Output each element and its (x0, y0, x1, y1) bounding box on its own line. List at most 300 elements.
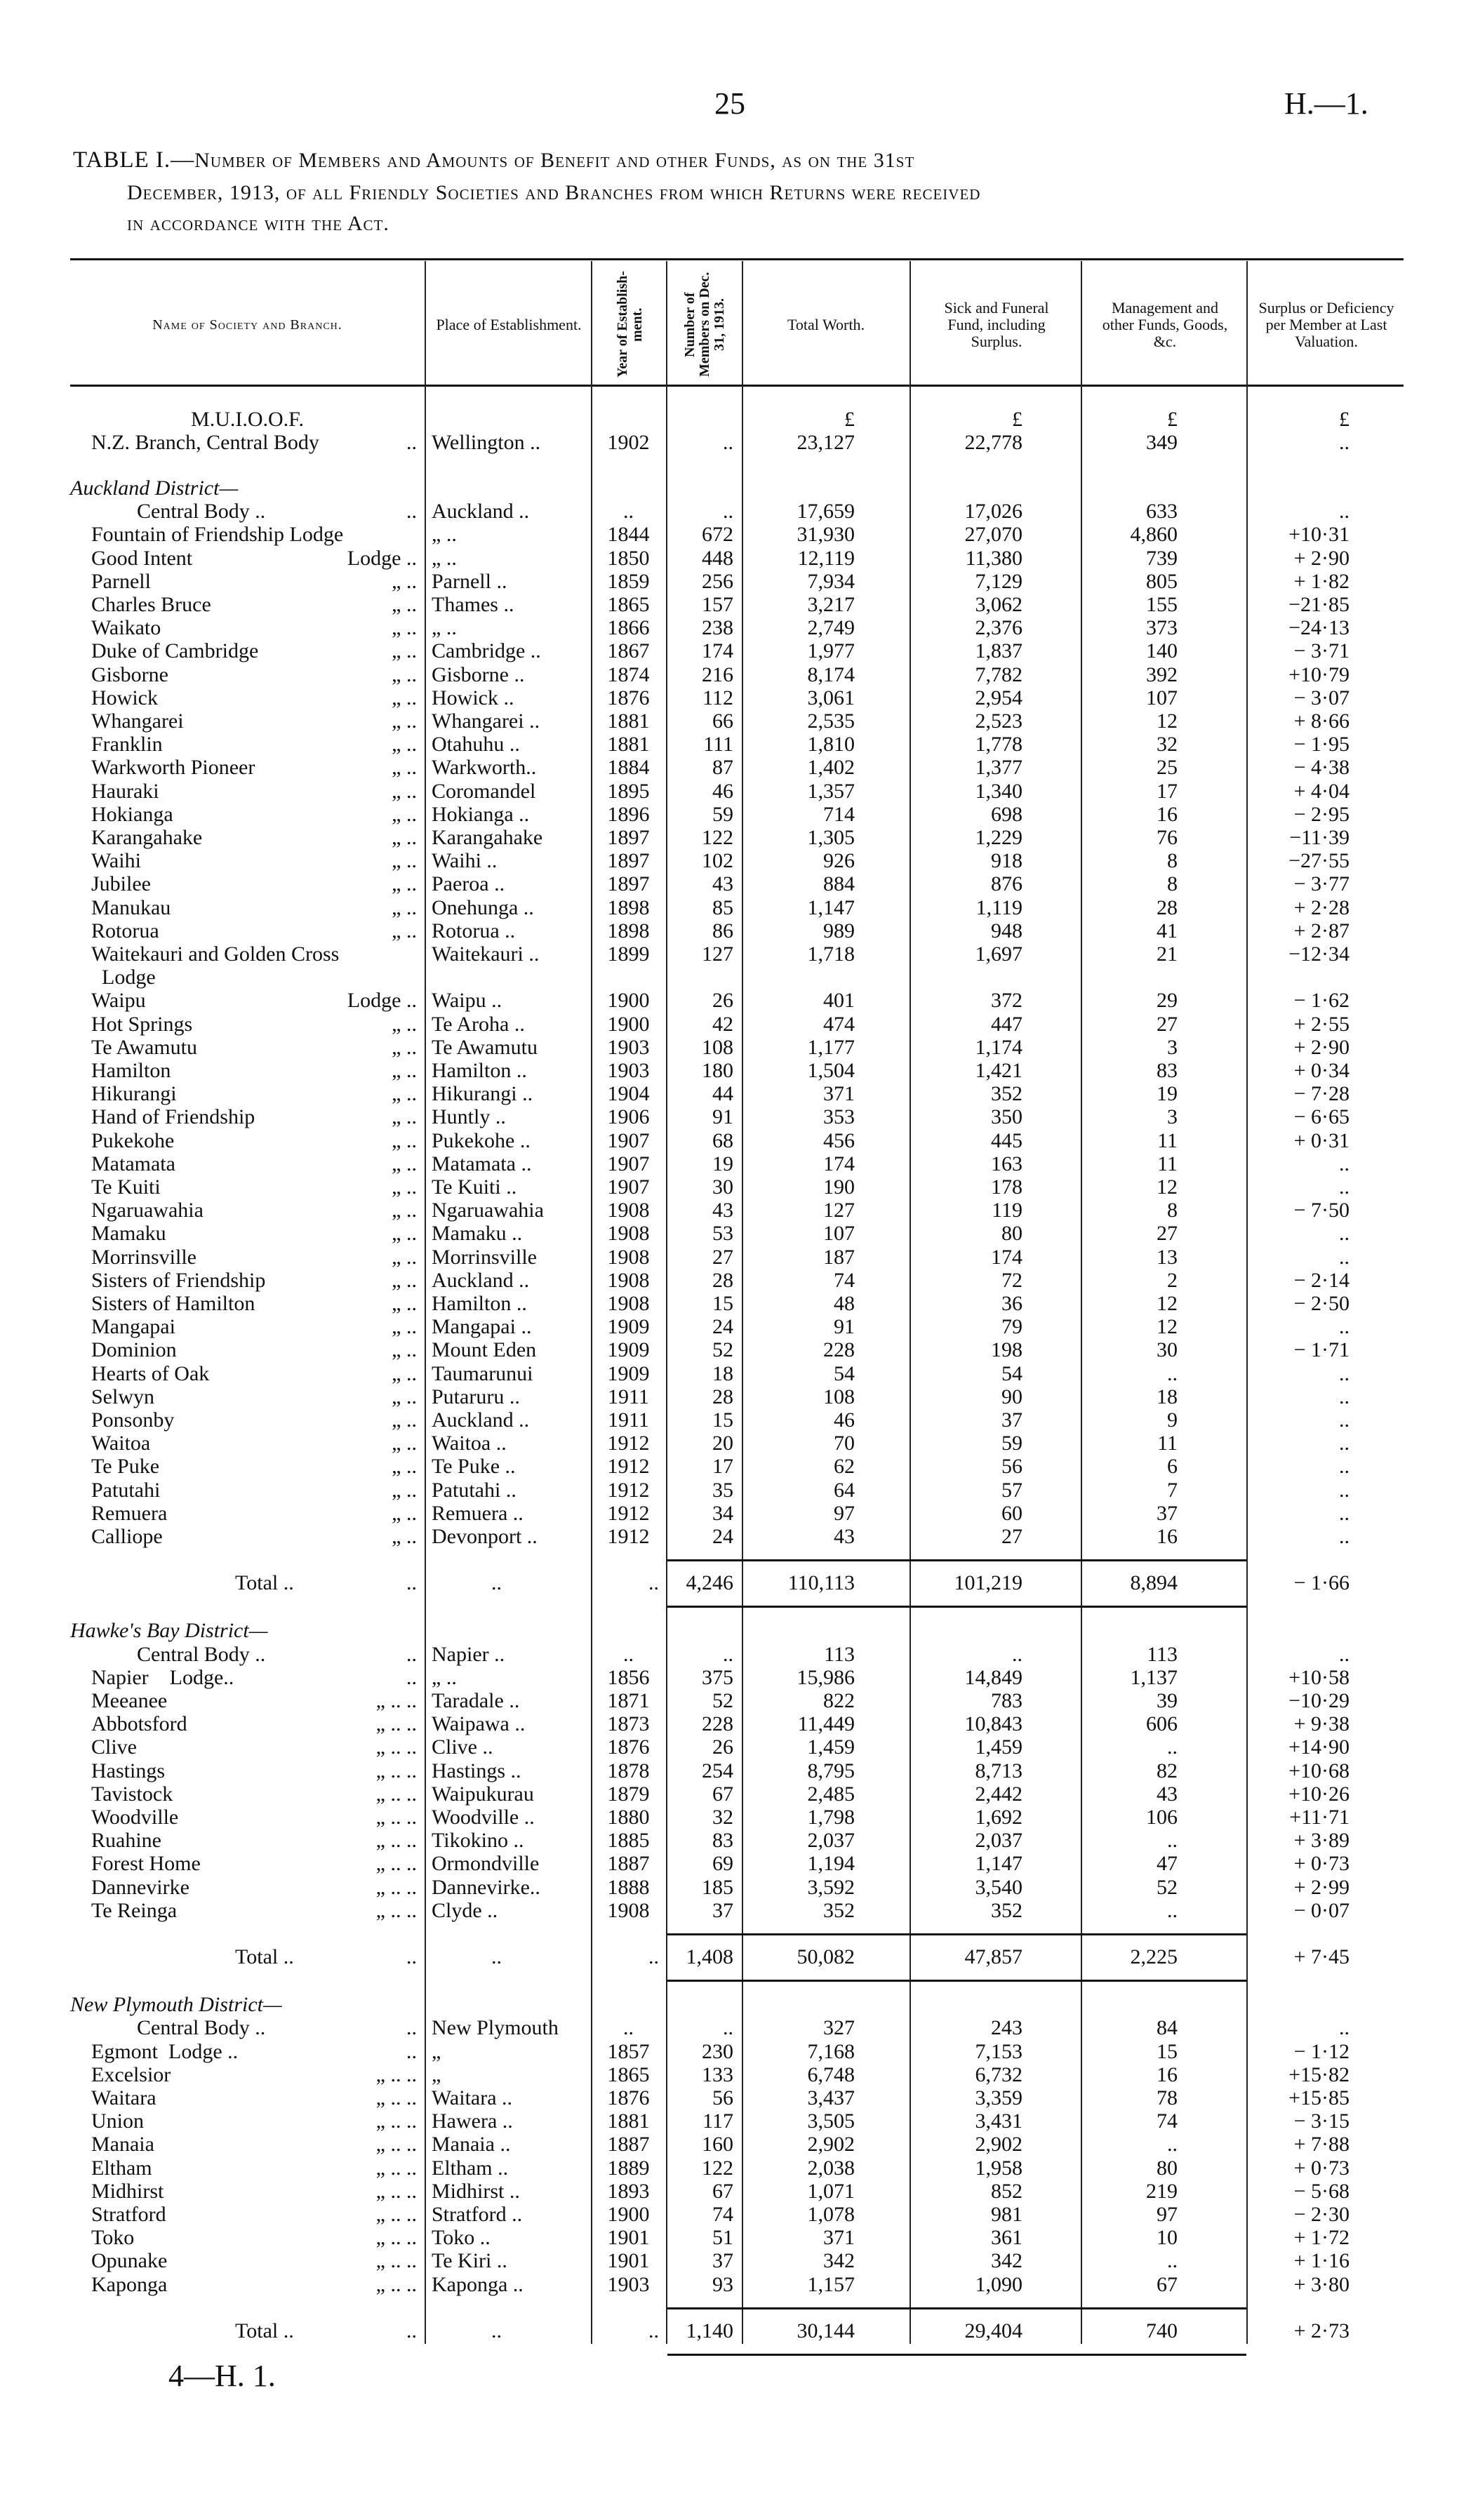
place-cell: Auckland .. (432, 1268, 530, 1292)
total-worth-cell: 342 (823, 2249, 855, 2273)
name-cell: Egmont Lodge .. (91, 2039, 239, 2063)
table-row (0, 593, 1459, 616)
column-header-surplus-text: Surplus or Deficiency per Member at Last Valuation. (1258, 298, 1394, 350)
management-funds-cell: 3 (1167, 1105, 1178, 1129)
surplus-cell: .. (1339, 1501, 1350, 1525)
management-funds-cell: 606 (1146, 1712, 1178, 1736)
total-worth-cell: 91 (834, 1315, 855, 1339)
sick-fund-cell: 1,090 (975, 2272, 1022, 2296)
table-row (0, 500, 1459, 523)
members-cell: 43 (712, 1199, 733, 1222)
name-cell: Clive (91, 1735, 137, 1759)
place-cell: Manaia .. (432, 2133, 511, 2156)
management-funds-cell: 82 (1157, 1759, 1178, 1782)
year-cell: 1912 (607, 1432, 650, 1455)
sick-fund-cell: 1,958 (975, 2156, 1022, 2180)
table-row (0, 1782, 1459, 1806)
members-cell: 69 (712, 1852, 733, 1876)
table-row (0, 1806, 1459, 1829)
table-row (0, 1246, 1459, 1269)
surplus-cell: .. (1339, 1245, 1350, 1269)
total-rule-bottom (667, 1606, 1246, 1608)
society-heading-row (0, 408, 1459, 431)
sick-fund-cell: 2,376 (975, 616, 1022, 640)
table-row (0, 756, 1459, 779)
place-cell: Rotorua .. (432, 919, 516, 942)
sick-fund-cell: 7,782 (975, 662, 1022, 686)
name-cell: Hikurangi (91, 1082, 177, 1106)
members-cell: 32 (712, 1806, 733, 1829)
name-suffix-cell: „ .. (392, 895, 417, 919)
name-cell: Total .. (235, 2319, 294, 2342)
surplus-cell: +11·71 (1289, 1806, 1350, 1829)
district-heading-row (0, 1619, 1459, 1642)
name-cell: Waihi (91, 849, 141, 873)
place-cell: Parnell .. (432, 569, 507, 593)
name-suffix-cell: Lodge .. (347, 989, 417, 1013)
table-title-line-3: in accordance with the Act. (127, 212, 389, 235)
sick-fund-cell: 17,026 (964, 500, 1022, 524)
sick-fund-cell: 36 (1001, 1292, 1022, 1315)
name-cell: Tavistock (91, 1782, 173, 1806)
total-worth-cell: 1,357 (807, 779, 855, 803)
year-cell: 1844 (607, 523, 650, 547)
sick-fund-cell: 22,778 (964, 431, 1022, 454)
year-cell: 1889 (607, 2156, 650, 2180)
members-cell: 59 (712, 802, 733, 826)
members-cell: 133 (702, 2062, 733, 2086)
name-suffix-cell: „ .. (392, 1478, 417, 1502)
place-cell: Napier .. (432, 1642, 505, 1666)
sick-fund-cell: 981 (991, 2203, 1022, 2226)
members-cell: 26 (712, 989, 733, 1013)
management-funds-cell: 16 (1157, 802, 1178, 826)
surplus-cell: .. (1339, 1222, 1350, 1246)
year-cell: 1876 (607, 1735, 650, 1759)
year-cell: 1879 (607, 1782, 650, 1806)
total-worth-cell: 1,305 (807, 826, 855, 849)
members-cell: 42 (712, 1012, 733, 1036)
sick-fund-cell: 447 (991, 1012, 1022, 1036)
total-worth-cell: 110,113 (787, 1571, 855, 1595)
name-cell: Central Body .. (137, 2016, 266, 2040)
place-cell: Remuera .. (432, 1501, 524, 1525)
column-header-members-text: Number of Members on Dec. 31, 1913. (681, 272, 727, 378)
members-cell: 672 (702, 523, 733, 547)
surplus-cell: + 2·28 (1293, 895, 1350, 919)
name-cell: Te Kuiti (91, 1175, 161, 1199)
sick-fund-cell: 1,692 (975, 1806, 1022, 1829)
place-cell: Otahuhu .. (432, 733, 520, 756)
surplus-cell: − 6·65 (1293, 1105, 1350, 1129)
surplus-cell: + 2·90 (1293, 546, 1350, 570)
members-cell: 83 (712, 1829, 733, 1853)
sick-fund-cell: 101,219 (954, 1571, 1022, 1595)
management-funds-cell: 47 (1157, 1852, 1178, 1876)
members-cell: .. (723, 500, 733, 524)
name-cell: Manukau (91, 895, 171, 919)
management-funds-cell: 4,860 (1130, 523, 1178, 547)
name-suffix-cell: „ .. .. (375, 2226, 417, 2250)
place-cell: Mangapai .. (432, 1315, 532, 1339)
sick-fund-cell: 72 (1001, 1268, 1022, 1292)
place-cell: Devonport .. (432, 1525, 538, 1548)
management-funds-cell: 76 (1157, 826, 1178, 849)
sick-fund-cell: 2,037 (975, 1829, 1022, 1853)
surplus-cell: − 1·62 (1293, 989, 1350, 1013)
place-cell: Hamilton .. (432, 1059, 527, 1082)
place-cell: Onehunga .. (432, 895, 534, 919)
total-worth-cell: 989 (823, 919, 855, 942)
total-worth-cell: 884 (823, 872, 855, 896)
management-funds-cell: 41 (1157, 919, 1178, 942)
year-cell: 1859 (607, 569, 650, 593)
table-row (0, 1876, 1459, 1899)
district-heading: New Plymouth District— (70, 1993, 282, 2017)
year-cell: 1874 (607, 662, 650, 686)
total-worth-cell: 3,592 (807, 1875, 855, 1899)
total-worth-cell: 7,168 (807, 2039, 855, 2063)
document-reference: H.—1. (1284, 86, 1368, 121)
page-number: 25 (714, 86, 745, 121)
members-cell: 67 (712, 1782, 733, 1806)
name-suffix-cell: „ .. (392, 1455, 417, 1479)
table-row (0, 1013, 1459, 1036)
surplus-cell: − 1·66 (1293, 1571, 1350, 1595)
place-cell: Thames .. (432, 593, 514, 616)
name-cell: Total .. (235, 1571, 294, 1595)
sick-fund-cell: 3,062 (975, 593, 1022, 616)
management-funds-cell: 52 (1157, 1875, 1178, 1899)
place-cell: Taumarunui (432, 1361, 533, 1385)
surplus-cell: −24·13 (1288, 616, 1350, 640)
management-funds-cell: 15 (1157, 2039, 1178, 2063)
members-cell: 1,408 (686, 1945, 733, 1969)
name-suffix-cell: „ .. (392, 1245, 417, 1269)
total-worth-cell: 187 (823, 1245, 855, 1269)
management-funds-cell: 80 (1157, 2156, 1178, 2180)
name-suffix-cell: „ .. .. (375, 2133, 417, 2156)
year-cell: 1911 (608, 1385, 649, 1408)
year-cell: 1850 (607, 546, 650, 570)
members-cell: 52 (712, 1689, 733, 1712)
surplus-cell: − 0·07 (1293, 1898, 1350, 1922)
management-funds-cell: 392 (1146, 662, 1178, 686)
place-cell: Waitara .. (432, 2086, 513, 2109)
table-row (0, 896, 1459, 919)
place-cell: Kaponga .. (432, 2272, 524, 2296)
name-suffix-cell: „ .. (392, 1105, 417, 1129)
surplus-cell: −11·39 (1289, 826, 1350, 849)
place-cell: Hawera .. (432, 2109, 513, 2133)
table-row (0, 849, 1459, 872)
place-cell: Tikokino .. (432, 1829, 524, 1853)
total-worth-cell: 1,459 (807, 1735, 855, 1759)
year-cell: 1909 (607, 1338, 650, 1362)
surplus-cell: +10·58 (1288, 1665, 1350, 1689)
header-bottom-rule (70, 385, 1404, 387)
table-row (0, 1735, 1459, 1759)
name-suffix-cell: „ .. .. (375, 1806, 417, 1829)
management-funds-cell: 2,225 (1130, 1945, 1178, 1969)
year-cell: 1901 (607, 2226, 650, 2250)
table-title-line-2: December, 1913, of all Friendly Societies and Branches from which Returns were received (127, 181, 981, 204)
table-row (0, 1059, 1459, 1082)
place-cell: Hastings .. (432, 1759, 521, 1782)
name-suffix-cell: „ .. (392, 1361, 417, 1385)
place-cell: Auckland .. (432, 1408, 530, 1432)
place-cell: Stratford .. (432, 2203, 523, 2226)
management-funds-cell: 27 (1157, 1222, 1178, 1246)
table-row (0, 826, 1459, 849)
year-cell: 1887 (607, 1852, 650, 1876)
surplus-cell: − 7·28 (1293, 1082, 1350, 1106)
place-cell: Pukekohe .. (432, 1128, 531, 1152)
sick-fund-cell: 54 (1001, 1361, 1022, 1385)
name-cell: Mangapai (91, 1315, 175, 1339)
column-header-members (670, 267, 739, 382)
sick-fund-cell: 29,404 (964, 2319, 1022, 2342)
place-cell: Dannevirke.. (432, 1875, 540, 1899)
table-row (0, 1222, 1459, 1245)
name-suffix-cell: „ .. (392, 1152, 417, 1175)
place-cell: Hikurangi .. (432, 1082, 533, 1106)
name-cell: Waipu (91, 989, 146, 1013)
name-suffix-cell: „ .. (392, 709, 417, 733)
total-worth-cell: 1,977 (807, 639, 855, 663)
sick-fund-cell: 47,857 (964, 1945, 1022, 1969)
table-row (0, 1082, 1459, 1105)
sick-fund-cell: 1,174 (975, 1035, 1022, 1059)
name-cell: Franklin (91, 733, 163, 756)
members-cell: 87 (712, 756, 733, 780)
year-cell: 1900 (607, 2203, 650, 2226)
society-name: M.U.I.O.O.F. (191, 408, 304, 431)
place-cell: „ .. (432, 546, 457, 570)
name-suffix-cell: „ .. (392, 849, 417, 873)
management-funds-cell: 11 (1157, 1152, 1178, 1175)
sick-fund-cell: 2,523 (975, 709, 1022, 733)
management-funds-cell: .. (1167, 2133, 1178, 2156)
sick-fund-cell: .. (1012, 1642, 1022, 1666)
table-row (0, 872, 1459, 895)
management-funds-cell: .. (1167, 1361, 1178, 1385)
table-row (0, 547, 1459, 570)
name-cell: Sisters of Friendship (91, 1268, 266, 1292)
total-worth-cell: 2,037 (807, 1829, 855, 1853)
name-suffix-cell: „ .. (392, 1012, 417, 1036)
management-funds-cell: 19 (1157, 1082, 1178, 1106)
surplus-cell: .. (1339, 1385, 1350, 1408)
place-cell: Te Awamutu (432, 1035, 538, 1059)
name-suffix-cell: .. (406, 1642, 417, 1666)
surplus-cell: .. (1339, 1175, 1350, 1199)
sick-fund-cell: 918 (991, 849, 1022, 873)
year-cell: 1901 (607, 2249, 650, 2273)
place-cell: Hamilton .. (432, 1292, 527, 1315)
total-worth-cell: 6,748 (807, 2062, 855, 2086)
total-worth-cell: 46 (834, 1408, 855, 1432)
table-row (0, 1899, 1459, 1922)
table-row (0, 780, 1459, 803)
year-cell: 1897 (607, 849, 650, 873)
table-row (0, 2016, 1459, 2039)
table-row (0, 1432, 1459, 1455)
management-funds-cell: 32 (1157, 733, 1178, 756)
table-row (0, 1712, 1459, 1735)
members-cell: 375 (702, 1665, 733, 1689)
total-worth-cell: 17,659 (797, 500, 855, 524)
title-text: Number of Members and Amounts of Benefit and other Funds, as on the 31st (194, 149, 915, 172)
surplus-cell: −21·85 (1288, 593, 1350, 616)
name-suffix-cell: Lodge .. (347, 546, 417, 570)
table-row (0, 663, 1459, 686)
management-funds-cell: 12 (1157, 1292, 1178, 1315)
total-worth-cell: 352 (823, 1898, 855, 1922)
management-funds-cell: 12 (1157, 1315, 1178, 1339)
sick-fund-cell: 119 (992, 1199, 1022, 1222)
place-cell: „ .. (432, 523, 457, 547)
members-cell: 15 (712, 1408, 733, 1432)
total-worth-cell: 371 (823, 1082, 855, 1106)
name-cell: Patutahi (91, 1478, 161, 1502)
members-cell: 56 (712, 2086, 733, 2109)
total-rule-top (667, 1559, 1246, 1561)
district-heading: Hawke's Bay District— (70, 1619, 268, 1643)
total-worth-cell: 327 (823, 2016, 855, 2040)
management-funds-cell: 3 (1167, 1035, 1178, 1059)
year-cell: 1865 (607, 593, 650, 616)
year-cell: 1900 (607, 989, 650, 1013)
name-cell: Fountain of Friendship Lodge (91, 523, 344, 547)
name-suffix-cell: „ .. (392, 1525, 417, 1548)
total-rule-bottom (667, 1980, 1246, 1982)
name-cell: Parnell (91, 569, 151, 593)
district-heading: Auckland District— (70, 476, 239, 500)
year-cell: 1866 (607, 616, 650, 640)
name-cell: Hastings (91, 1759, 165, 1782)
name-suffix-cell: .. (406, 2319, 417, 2342)
total-worth-cell: 11,449 (797, 1712, 855, 1736)
management-funds-cell: 16 (1157, 2062, 1178, 2086)
management-funds-cell: 349 (1146, 431, 1178, 454)
year-cell: 1908 (607, 1199, 650, 1222)
name-cell: Waitara (91, 2086, 156, 2109)
surplus-cell: − 4·38 (1293, 756, 1350, 780)
management-funds-cell: 84 (1157, 2016, 1178, 2040)
sick-fund-cell: 876 (991, 872, 1022, 896)
surplus-cell: +10·26 (1288, 1782, 1350, 1806)
table-row (0, 1105, 1459, 1128)
surplus-cell: − 1·12 (1293, 2039, 1350, 2063)
total-worth-cell: 70 (834, 1432, 855, 1455)
name-cell: Karangahake (91, 826, 203, 849)
surplus-cell: + 3·80 (1293, 2272, 1350, 2296)
members-cell: 18 (712, 1361, 733, 1385)
total-worth-cell: 31,930 (797, 523, 855, 547)
sick-fund-cell: 1,119 (975, 895, 1022, 919)
place-cell: „ (432, 2062, 441, 2086)
place-cell: „ .. (432, 1665, 457, 1689)
year-cell: 1898 (607, 895, 650, 919)
name-cell: Hearts of Oak (91, 1361, 210, 1385)
year-cell: 1903 (607, 1059, 650, 1082)
year-cell: 1902 (607, 431, 650, 454)
name-suffix-cell: „ .. (392, 662, 417, 686)
surplus-cell: +15·85 (1288, 2086, 1350, 2109)
year-cell: 1881 (607, 2109, 650, 2133)
management-funds-cell: 8 (1167, 1199, 1178, 1222)
year-cell: 1907 (607, 1152, 650, 1175)
year-cell: 1898 (607, 919, 650, 942)
name-cell: Waitoa (91, 1432, 151, 1455)
total-rule-bottom (667, 2354, 1246, 2356)
name-cell: Jubilee (91, 872, 151, 896)
year-cell: 1900 (607, 1012, 650, 1036)
total-worth-cell: 371 (823, 2226, 855, 2250)
year-cell: 1912 (607, 1478, 650, 1502)
place-cell: Ngaruawahia (432, 1199, 544, 1222)
sick-fund-cell: 1,697 (975, 942, 1022, 966)
total-worth-cell: 1,718 (807, 942, 855, 966)
sick-fund-cell: 3,359 (975, 2086, 1022, 2109)
table-row (0, 1408, 1459, 1432)
name-suffix-cell: „ .. (392, 1315, 417, 1339)
surplus-cell: −27·55 (1288, 849, 1350, 873)
sick-fund-cell: 6,732 (975, 2062, 1022, 2086)
members-cell: 228 (702, 1712, 733, 1736)
column-header-sick-fund-text: Sick and Funeral Fund, including Surplus. (944, 298, 1049, 350)
members-cell: 117 (702, 2109, 733, 2133)
total-worth-cell: 2,535 (807, 709, 855, 733)
surplus-cell: +10·68 (1288, 1759, 1350, 1782)
management-funds-cell: 97 (1157, 2203, 1178, 2226)
members-cell: 230 (702, 2039, 733, 2063)
total-worth-cell: 54 (834, 1361, 855, 1385)
table-row (0, 2226, 1459, 2249)
table-row (0, 1175, 1459, 1199)
sick-fund-cell: 361 (991, 2226, 1022, 2250)
name-cell: Whangarei (91, 709, 184, 733)
sick-fund-cell: 90 (1001, 1385, 1022, 1408)
surplus-cell: + 1·82 (1293, 569, 1350, 593)
name-cell: Midhirst (91, 2179, 164, 2203)
year-cell: 1908 (607, 1292, 650, 1315)
members-cell: 66 (712, 709, 733, 733)
year-cell: 1878 (607, 1759, 650, 1782)
year-cell: 1907 (607, 1128, 650, 1152)
members-cell: 28 (712, 1268, 733, 1292)
total-row (0, 2319, 1459, 2342)
name-cell: Charles Bruce (91, 593, 211, 616)
surplus-cell: + 4·04 (1293, 779, 1350, 803)
total-worth-cell: 174 (823, 1152, 855, 1175)
management-funds-cell: 16 (1157, 1525, 1178, 1548)
members-cell: 122 (702, 2156, 733, 2180)
total-worth-cell: 12,119 (797, 546, 855, 570)
name-cell: Warkworth Pioneer (91, 756, 255, 780)
surplus-cell: + 0·73 (1293, 1852, 1350, 1876)
members-cell: 19 (712, 1152, 733, 1175)
total-worth-cell: 474 (823, 1012, 855, 1036)
name-suffix-cell: „ .. (392, 1292, 417, 1315)
sick-fund-cell: 79 (1001, 1315, 1022, 1339)
name-cell: Pukekohe (91, 1128, 175, 1152)
place-cell: Patutahi .. (432, 1478, 517, 1502)
name-cell: Selwyn (91, 1385, 154, 1408)
members-cell: 256 (702, 569, 733, 593)
place-cell: Clive .. (432, 1735, 493, 1759)
